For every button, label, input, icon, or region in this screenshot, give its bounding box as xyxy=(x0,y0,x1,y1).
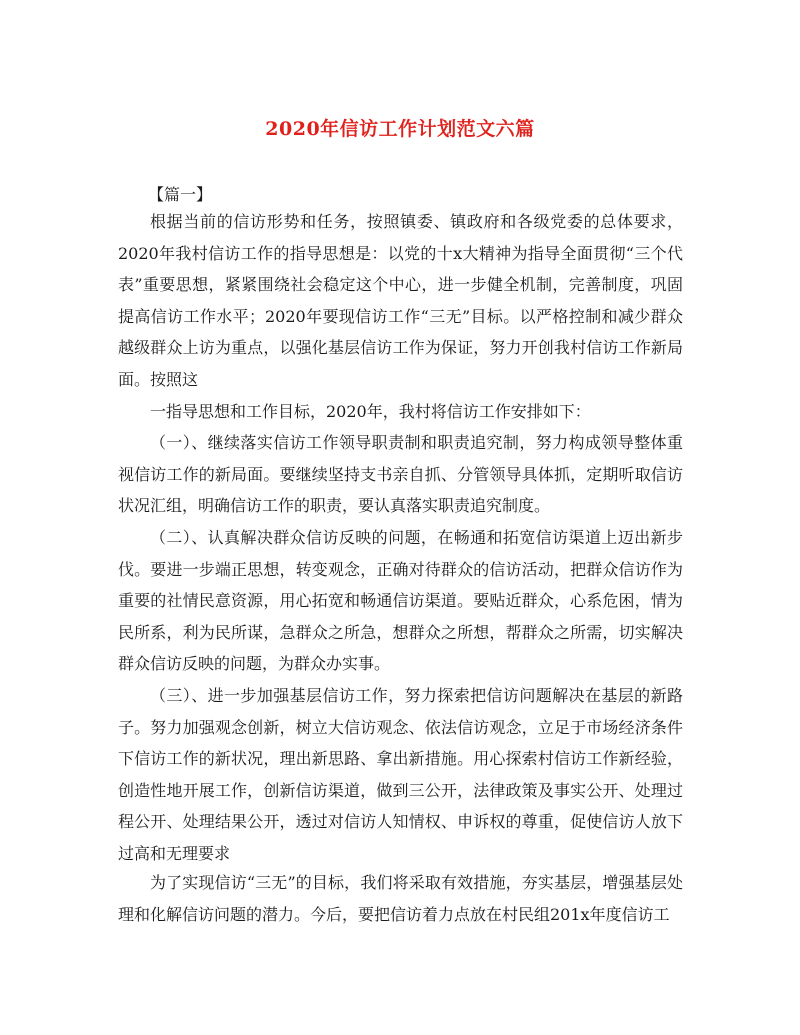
paragraph-2: 一指导思想和工作目标，2020年，我村将信访工作安排如下： xyxy=(150,402,591,421)
paragraph-4: （二）、认真解决群众信访反映的问题，在畅通和拓宽信访渠道上迈出新步伐。要进一步端正思想，转变观念，正确对待群众的信访活动，把群众信访作为重要的社情民意资源，用心拓宽和畅通信访渠道。要贴近群众，心系危困，情为民所系，利为民所谋，急群众之所急，想群众之所想，帮群众之所需，切实解决群众信访反映的问题，为群众办实事。 xyxy=(118,528,683,674)
paragraph-3: （一）、继续落实信访工作领导职责制和职责追究制，努力构成领导整体重视信访工作的新局面。要继续坚持支书亲自抓、分管领导具体抓，定期听取信访状况汇组，明确信访工作的职责，要认真落实职责追究制度。 xyxy=(118,433,683,516)
paragraph-6: 为了实现信访“三无”的目标，我们将采取有效措施，夯实基层，增强基层处理和化解信访问题的潜力。今后，要把信访着力点放在村民组201x年度信访工 xyxy=(118,873,683,924)
paragraph-5: （三）、进一步加强基层信访工作，努力探索把信访问题解决在基层的新路子。努力加强观念创新，树立大信访观念、依法信访观念，立足于市场经济条件下信访工作的新状况，理出新思路、拿出新措施。用心探索村信访工作新经验，创造性地开展工作，创新信访渠道，做到三公开，法律政策及事实公开、处理过程公开、处理结果公开，透过对信访人知情权、申诉权的尊重，促使信访人放下过高和无理要求 xyxy=(118,686,683,863)
paragraph-1: 根据当前的信访形势和任务，按照镇委、镇政府和各级党委的总体要求，2020年我村信访工作的指导思想是：以党的十x大精神为指导全面贯彻“三个代表”重要思想，紧紧围绕社会稳定这个中心，进一步健全机制，完善制度，巩固提高信访工作水平；2020年要现信访工作“三无”目标。以严格控制和减少群众越级群众上访为重点，以强化基层信访工作为保证，努力开创我村信访工作新局面。按照这 xyxy=(118,212,683,389)
document-title: 2020年信访工作计划范文六篇 xyxy=(265,118,535,140)
section-heading: 【篇一】 xyxy=(148,185,213,204)
